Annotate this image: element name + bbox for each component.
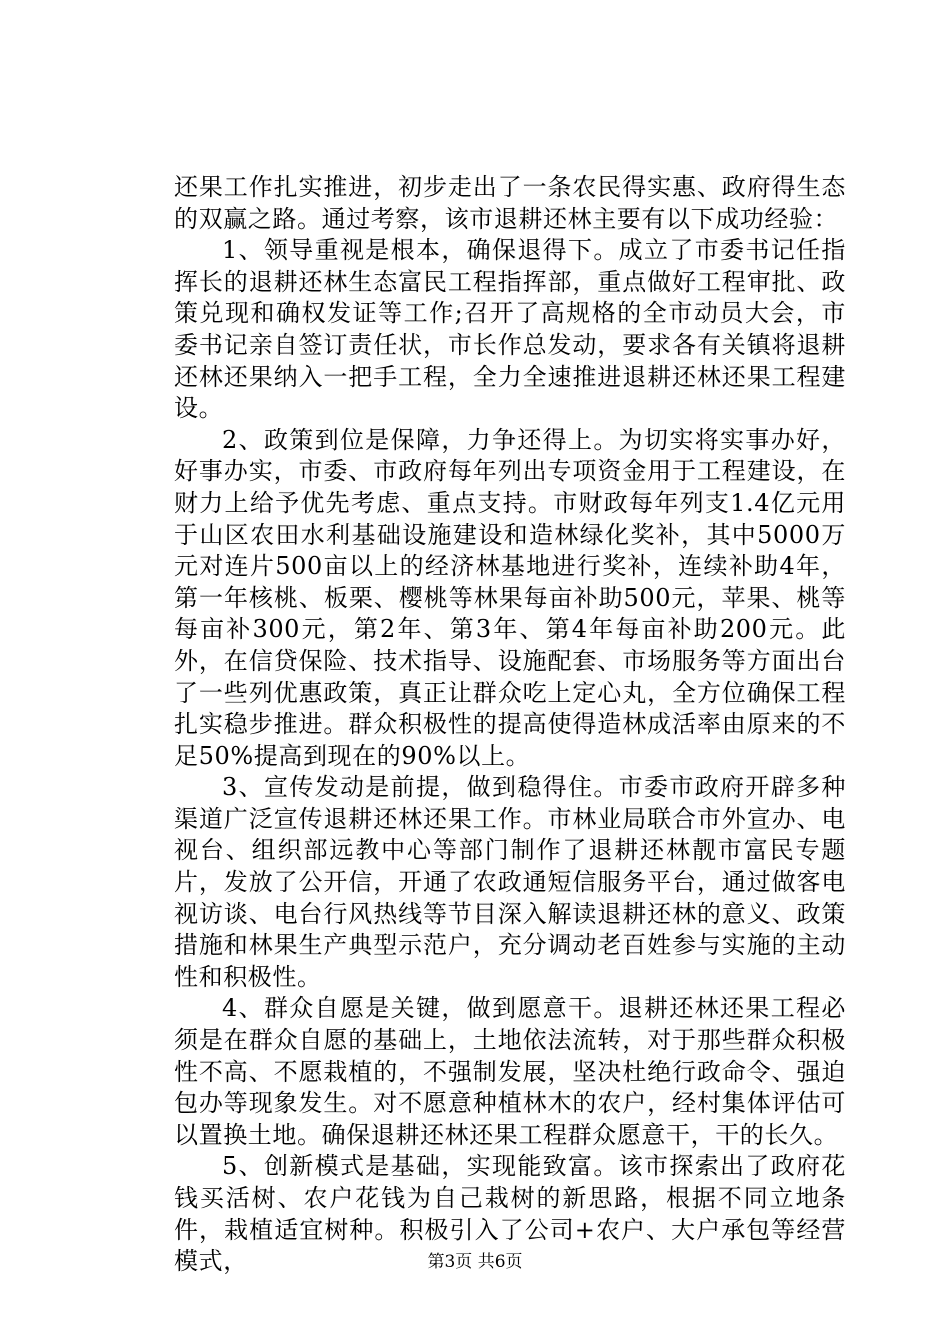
document-body [174, 172, 846, 1278]
paragraph-point-5: 5、创新模式是基础，实现能致富。该市探索出了政府花钱买活树、农户花钱为自己栽树的新思路，根据不同立地条件，栽植适宜树种。积极引入了公司+农户、大户承包等经营模式， [174, 1152, 846, 1276]
page-number-footer: 第3页 共6页 [427, 1252, 523, 1272]
paragraph-point-3: 3、宣传发动是前提，做到稳得住。市委市政府开辟多种渠道广泛宣传退耕还林还果工作。市林业局联合市外宣办、电视台、组织部远教中心等部门制作了退耕还林靓市富民专题片，发放了公开信，开通了农政通短信服务平台，通过做客电视访谈、电台行风热线等节目深入解读退耕还林的意义、政策措施和林果生产典型示范户，充分调动老百姓参与实施的主动性和积极性。 [174, 773, 846, 991]
paragraph-intro: 还果工作扎实推进，初步走出了一条农民得实惠、政府得生态的双赢之路。通过考察，该市退耕还林主要有以下成功经验： [174, 173, 846, 233]
paragraph-point-1: 1、领导重视是根本，确保退得下。成立了市委书记任指挥长的退耕还林生态富民工程指挥部，重点做好工程审批、政策兑现和确权发证等工作;召开了高规格的全市动员大会，市委书记亲自签订责任状，市长作总发动，要求各有关镇将退耕还林还果纳入一把手工程，全力全速推进退耕还林还果工程建设。 [174, 236, 846, 423]
paragraph-point-2: 2、政策到位是保障，力争还得上。为切实将实事办好，好事办实，市委、市政府每年列出专项资金用于工程建设，在财力上给予优先考虑、重点支持。市财政每年列支1.4亿元用于山区农田水利基础设施建设和造林绿化奖补，其中5000万元对连片500亩以上的经济林基地进行奖补，连续补助4年，第一年核桃、板栗、樱桃等林果每亩补助500元，苹果、桃等每亩补300元，第2年、第3年、第4年每亩补助200元。此外，在信贷保险、技术指导、设施配套、市场服务等方面出台了一些列优惠政策，真正让群众吃上定心丸，全方位确保工程扎实稳步推进。群众积极性的提高使得造林成活率由原来的不足50%提高到现在的90%以上。 [174, 425, 846, 770]
paragraph-point-4: 4、群众自愿是关键，做到愿意干。退耕还林还果工程必须是在群众自愿的基础上，土地依法流转，对于那些群众积极性不高、不愿栽植的，不强制发展，坚决杜绝行政命令、强迫包办等现象发生。对不愿意种植林木的农户，经村集体评估可以置换土地。确保退耕还林还果工程群众愿意干，干的长久。 [174, 994, 846, 1149]
